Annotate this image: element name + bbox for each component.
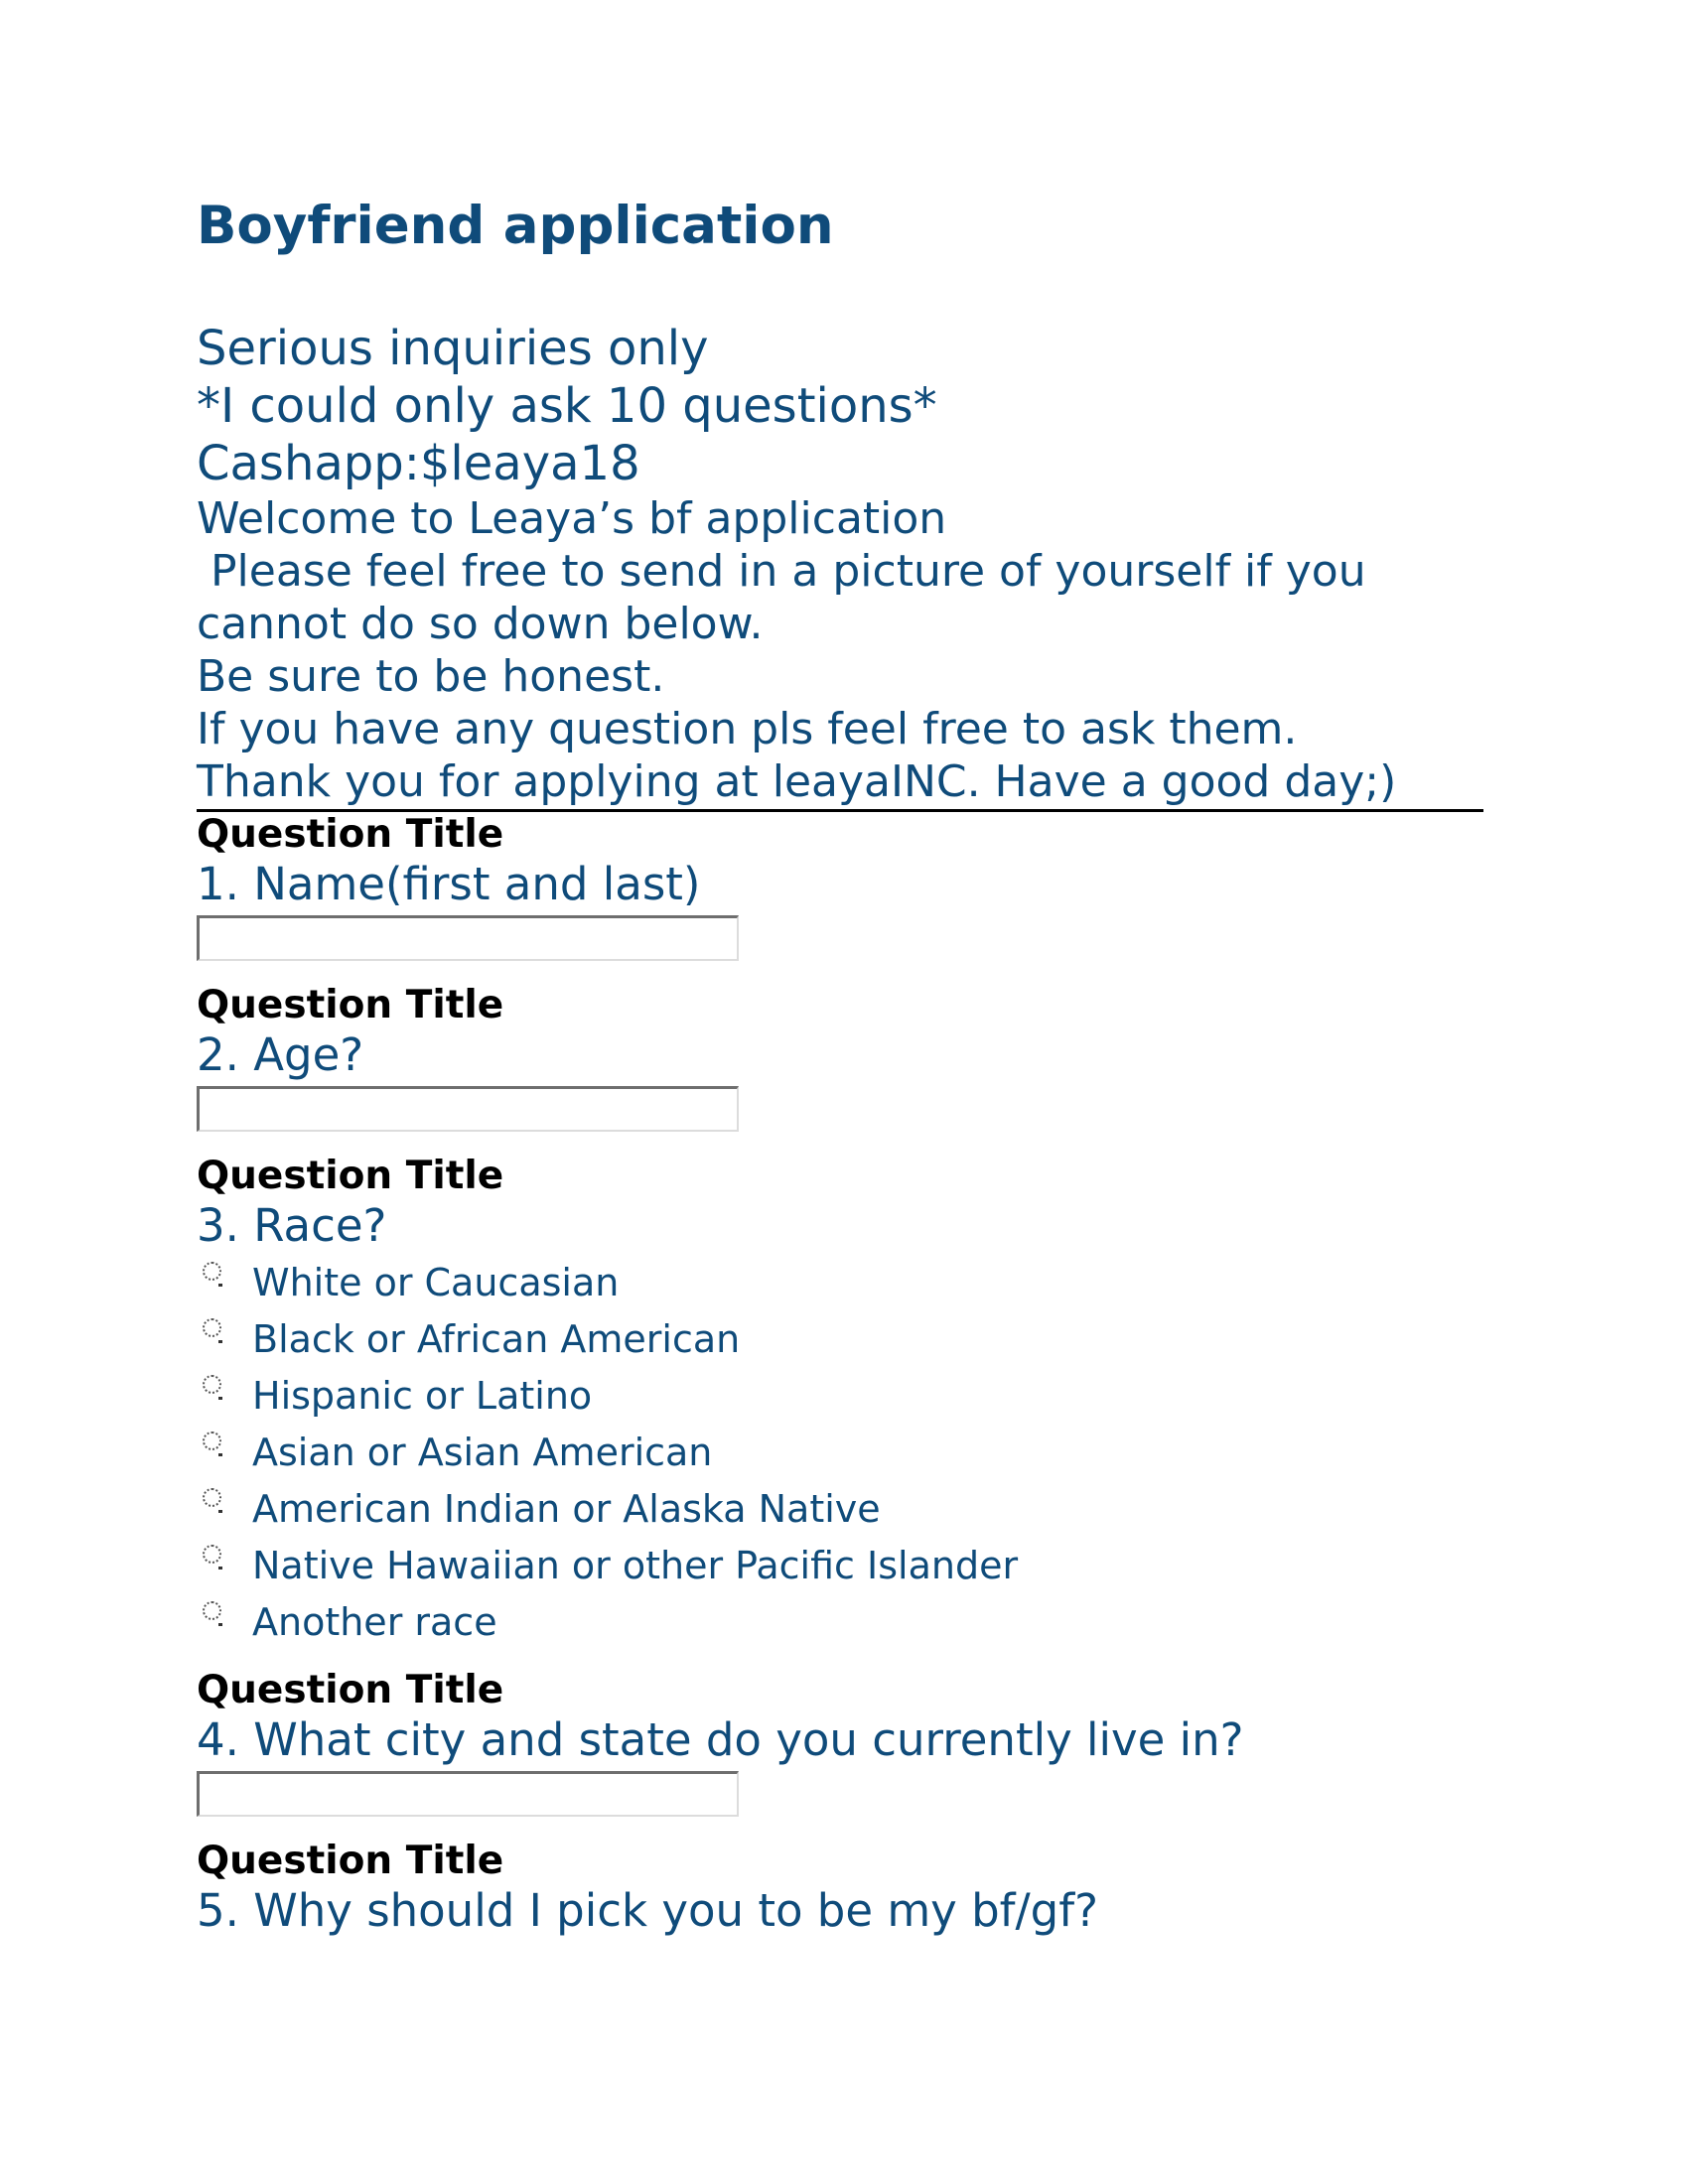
intro-line: *I could only ask 10 questions*: [197, 378, 937, 434]
radio-button[interactable]: [203, 1488, 221, 1507]
race-option[interactable]: [197, 1542, 1487, 1598]
race-option[interactable]: [197, 1598, 1487, 1655]
option-label: Asian or Asian American: [252, 1431, 713, 1474]
intro-line: Be sure to be honest.: [197, 651, 665, 702]
intro-line: Welcome to Leaya’s bf application: [197, 493, 947, 544]
intro-line: cannot do so down below.: [197, 599, 764, 649]
question-2: [197, 983, 1487, 1132]
option-label: Another race: [252, 1600, 497, 1644]
question-title-label: Question Title: [197, 1839, 504, 1883]
radio-button[interactable]: [203, 1432, 221, 1450]
question-3: [197, 1154, 1487, 1655]
option-label: White or Caucasian: [252, 1261, 620, 1304]
radio-button[interactable]: [203, 1545, 221, 1564]
option-label: American Indian or Alaska Native: [252, 1487, 881, 1531]
document-title: Boyfriend application: [197, 196, 834, 256]
question-text: 5. Why should I pick you to be my bf/gf?: [197, 1884, 1098, 1937]
question-text: 4. What city and state do you currently live in?: [197, 1713, 1244, 1766]
radio-button[interactable]: [203, 1601, 221, 1620]
race-option[interactable]: [197, 1429, 1487, 1485]
question-title-label: Question Title: [197, 1668, 504, 1712]
question-text: 3. Race?: [197, 1199, 387, 1252]
question-text: 2. Age?: [197, 1028, 364, 1081]
race-option[interactable]: [197, 1259, 1487, 1315]
age-input[interactable]: [197, 1086, 739, 1132]
radio-button[interactable]: [203, 1262, 221, 1281]
intro-line: Cashapp:$leaya18: [197, 436, 640, 491]
question-1: [197, 812, 1487, 961]
intro-line: If you have any question pls feel free to ask them.: [197, 704, 1298, 754]
option-label: Black or African American: [252, 1317, 741, 1361]
radio-button[interactable]: [203, 1318, 221, 1337]
race-option[interactable]: [197, 1315, 1487, 1372]
intro-line: Serious inquiries only: [197, 321, 709, 376]
question-4: [197, 1668, 1487, 1817]
question-title-label: Question Title: [197, 983, 504, 1027]
intro-line: Thank you for applying at leayaINC. Have a good day;): [197, 756, 1397, 807]
question-title-label: Question Title: [197, 1154, 504, 1198]
option-label: Native Hawaiian or other Pacific Islander: [252, 1544, 1019, 1587]
option-label: Hispanic or Latino: [252, 1374, 593, 1418]
race-options: [197, 1259, 1487, 1655]
race-option[interactable]: [197, 1372, 1487, 1429]
intro-text: [197, 320, 1477, 808]
question-text: 1. Name(first and last): [197, 858, 701, 910]
intro-line: Please feel free to send in a picture of yourself if you: [197, 546, 1366, 597]
race-option[interactable]: [197, 1485, 1487, 1542]
radio-button[interactable]: [203, 1375, 221, 1394]
city-state-input[interactable]: [197, 1771, 739, 1817]
name-input[interactable]: [197, 915, 739, 961]
question-5: [197, 1839, 1487, 1938]
question-title-label: Question Title: [197, 812, 504, 857]
